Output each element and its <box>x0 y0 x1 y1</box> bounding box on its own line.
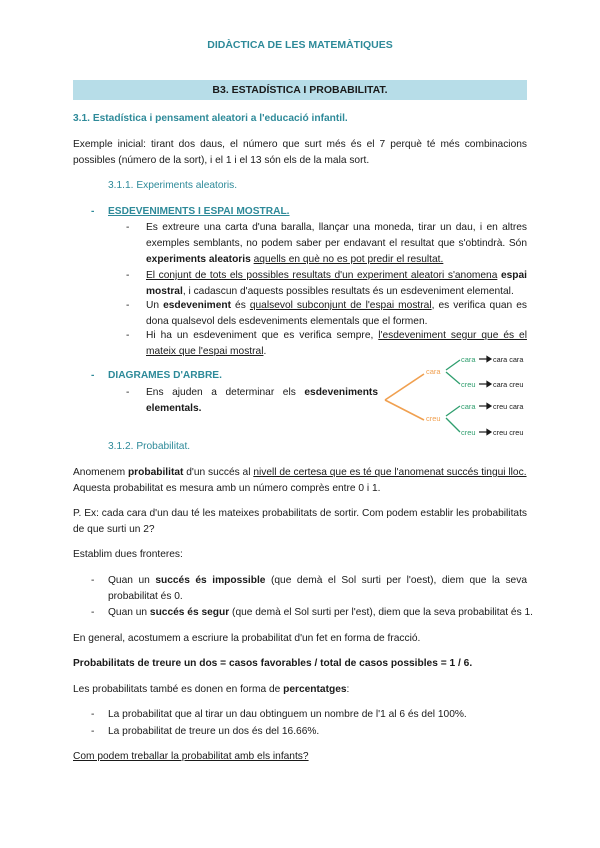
subsection-heading-3-1-1: 3.1.1. Experiments aleatoris. <box>108 180 238 191</box>
intro-paragraph: Exemple inicial: tirant dos daus, el número que surt més és el 7 perquè té més combinacions possibles (número de la sort), i el 1 i el 13 són els de la mala sort. <box>73 139 527 166</box>
percentatge1-dash: - <box>91 709 95 720</box>
closing-question: Com podem treballar la probabilitat amb els infants? <box>73 751 309 762</box>
branch-creu-creu <box>446 418 460 432</box>
document-header-title: DIDÀCTICA DE LES MATEMÀTIQUES <box>207 39 393 51</box>
diagrames-item1-dash: - <box>126 387 130 398</box>
tree-level2-creu-1: creu <box>461 380 476 389</box>
esdeveniments-item2-dash: - <box>126 270 130 281</box>
esdeveniments-heading: ESDEVENIMENTS I ESPAI MOSTRAL. <box>108 206 290 217</box>
esdeveniments-item4-dash: - <box>126 330 130 341</box>
tree-result-creu-creu: creu creu <box>493 428 524 437</box>
percentatge2-dash: - <box>91 726 95 737</box>
tree-level2-cara-2: cara <box>461 402 476 411</box>
esdeveniments-item2: El conjunt de tots els possibles resultats d'un experiment aleatori s'anomena espai mostral, i cadascun d'aquests possibles resultats és un esdeveniment elemental. <box>146 270 527 297</box>
tree-level2-creu-2: creu <box>461 428 476 437</box>
esdeveniments-item1: Es extreure una carta d'una baralla, llançar una moneda, tirar un dau, i en altres exemples semblants, no podem saber per endavant el resultat que s'obtindrà. Són experiments aleatoris aquells en què no es pot predir el resultat. <box>146 222 527 265</box>
probabilitat-example: P. Ex: cada cara d'un dau té les mateixes probabilitats de sortir. Com podem establir les probabilitats de que surti un 2? <box>73 508 527 535</box>
branch-cara-cara <box>446 360 460 370</box>
frontera-segur: Quan un succés és segur (que demà el Sol surti per l'est), diem que la seva probabilitat és 1. <box>108 607 533 618</box>
tree-result-cara-creu: cara creu <box>493 380 524 389</box>
esdeveniments-item1-dash: - <box>126 222 130 233</box>
esdeveniments-item3: Un esdeveniment és qualsevol subconjunt de l'espai mostral, es verifica quan es dona qualsevol dels esdeveniments elementals que el formen. <box>146 300 528 327</box>
tree-level1-creu: creu <box>426 414 441 423</box>
fronteres-intro: Establim dues fronteres: <box>73 549 183 560</box>
percentatges-paragraph: Les probabilitats també es donen en forma de percentatges: <box>73 684 350 695</box>
frontera1-dash: - <box>91 575 95 586</box>
tree-result-cara-cara: cara cara <box>493 355 524 364</box>
diagrames-heading: DIAGRAMES D'ARBRE. <box>108 370 222 381</box>
frontera2-dash: - <box>91 607 95 618</box>
esdeveniments-bullet: - <box>91 206 95 217</box>
diagrames-bullet: - <box>91 370 95 381</box>
branch-root-cara <box>385 374 424 400</box>
branch-root-creu <box>385 400 424 420</box>
tree-level2-cara-1: cara <box>461 355 476 364</box>
tree-result-creu-cara: creu cara <box>493 402 524 411</box>
branch-creu-cara <box>446 406 460 416</box>
formula-paragraph: Probabilitats de treure un dos = casos favorables / total de casos possibles = 1 / 6. <box>73 658 473 669</box>
esdeveniments-item4: Hi ha un esdeveniment que es verifica sempre, l'esdeveniment segur que és el mateix que l'espai mostral. <box>146 330 527 357</box>
tree-branches <box>385 360 460 432</box>
tree-arrows <box>479 357 491 435</box>
subsection-heading-3-1-2: 3.1.2. Probabilitat. <box>108 441 191 452</box>
percentatge-item1: La probabilitat que al tirar un dau obtinguem un nombre de l'1 al 6 és del 100%. <box>108 709 467 720</box>
esdeveniments-item3-dash: - <box>126 300 130 311</box>
diagrames-item1: Ens ajuden a determinar els esdeveniments elementals. <box>146 387 378 414</box>
section-heading-3-1: 3.1. Estadística i pensament aleatori a l'educació infantil. <box>73 113 348 124</box>
percentatge-item2: La probabilitat de treure un dos és del 16.66%. <box>108 726 320 737</box>
frontera-impossible: Quan un succés és impossible (que demà el Sol surti per l'oest), diem que la seva probabilitat és 0. <box>108 575 527 602</box>
probabilitat-definition: Anomenem probabilitat d'un succés al nivell de certesa que es té que l'anomenat succés tingui lloc. Aquesta probabilitat es mesura amb un número comprès entre 0 i 1. <box>73 467 527 494</box>
branch-cara-creu <box>446 372 460 384</box>
section-banner: B3. ESTADÍSTICA I PROBABILITAT. <box>73 80 527 100</box>
tree-level1-cara: cara <box>426 367 441 376</box>
probability-tree-diagram <box>380 354 530 444</box>
fraccio-paragraph: En general, acostumem a escriure la probabilitat d'un fet en forma de fracció. <box>73 633 421 644</box>
